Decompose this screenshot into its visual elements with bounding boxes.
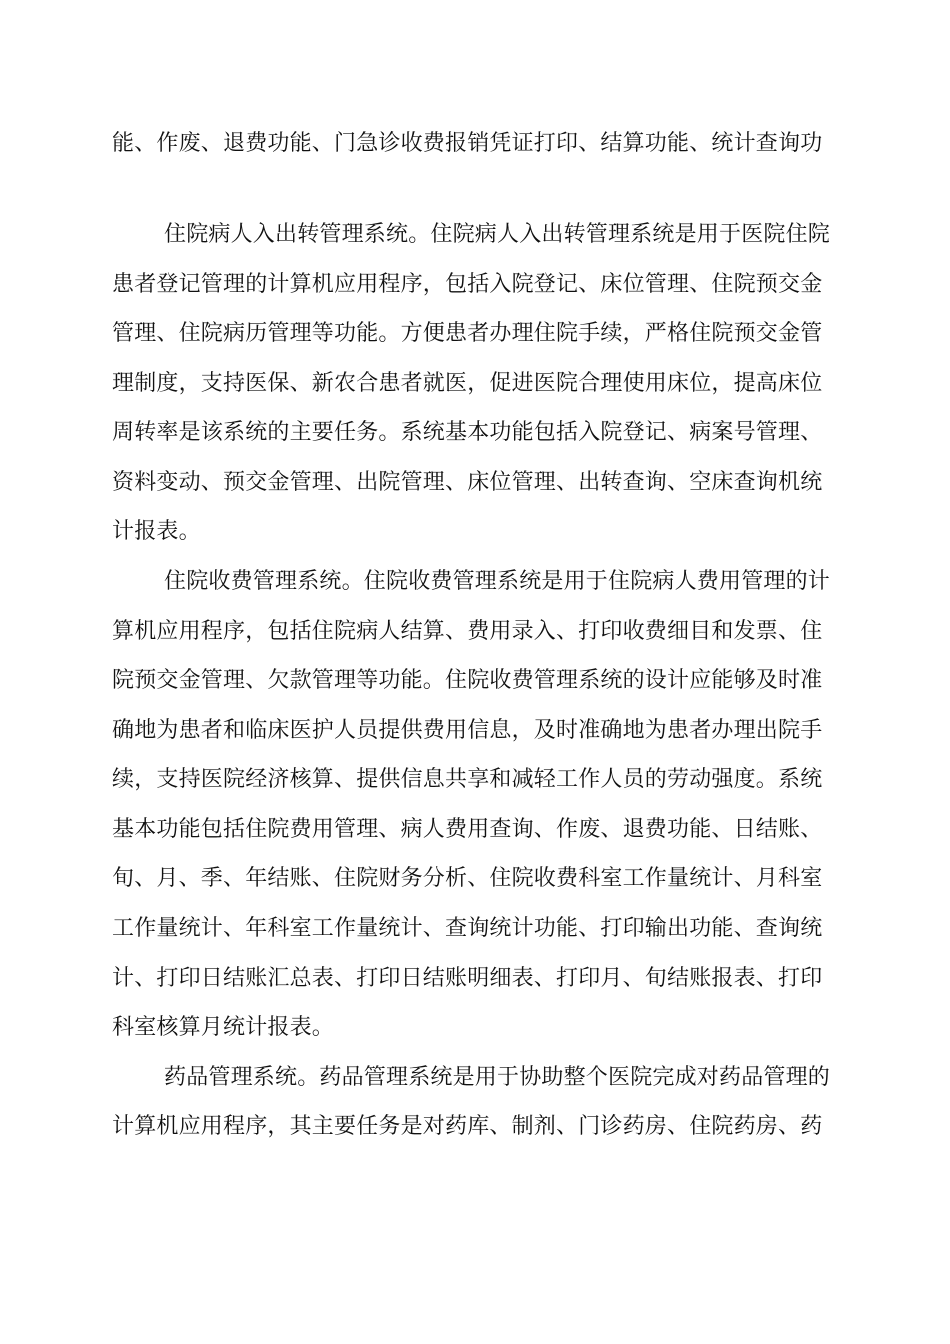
paragraph-first-line: 住院病人入出转管理系统。住院病人入出转管理系统是用于医院住院 bbox=[164, 222, 831, 247]
paragraph-first-line: 住院收费管理系统。住院收费管理系统是用于住院病人费用管理的计 bbox=[164, 569, 831, 594]
text-line: 资料变动、预交金管理、出院管理、床位管理、出转查询、空床查询机统 bbox=[112, 470, 823, 495]
text-line: 计报表。 bbox=[112, 519, 201, 544]
text-line: 旬、月、季、年结账、住院财务分析、住院收费科室工作量统计、月科室 bbox=[112, 866, 823, 891]
text-line: 计、打印日结账汇总表、打印日结账明细表、打印月、旬结账报表、打印 bbox=[112, 966, 823, 991]
text-line: 患者登记管理的计算机应用程序，包括入院登记、床位管理、住院预交金 bbox=[112, 272, 823, 297]
text-line: 周转率是该系统的主要任务。系统基本功能包括入院登记、病案号管理、 bbox=[112, 420, 823, 445]
text-line: 计算机应用程序，其主要任务是对药库、制剂、门诊药房、住院药房、药 bbox=[112, 1114, 823, 1139]
text-line: 基本功能包括住院费用管理、病人费用查询、作废、退费功能、日结账、 bbox=[112, 817, 823, 842]
text-line: 院预交金管理、欠款管理等功能。住院收费管理系统的设计应能够及时准 bbox=[112, 668, 823, 693]
text-line: 理制度，支持医保、新农合患者就医，促进医院合理使用床位，提高床位 bbox=[112, 371, 823, 396]
text-line: 工作量统计、年科室工作量统计、查询统计功能、打印输出功能、查询统 bbox=[112, 916, 823, 941]
text-line: 能、作废、退费功能、门急诊收费报销凭证打印、结算功能、统计查询功 bbox=[112, 131, 823, 156]
text-line: 确地为患者和临床医护人员提供费用信息，及时准确地为患者办理出院手 bbox=[112, 718, 823, 743]
text-line: 科室核算月统计报表。 bbox=[112, 1015, 335, 1040]
text-line: 管理、住院病历管理等功能。方便患者办理住院手续，严格住院预交金管 bbox=[112, 321, 823, 346]
text-line: 算机应用程序，包括住院病人结算、费用录入、打印收费细目和发票、住 bbox=[112, 619, 823, 644]
text-line: 续，支持医院经济核算、提供信息共享和减轻工作人员的劳动强度。系统 bbox=[112, 767, 823, 792]
paragraph-first-line: 药品管理系统。药品管理系统是用于协助整个医院完成对药品管理的 bbox=[164, 1065, 831, 1090]
